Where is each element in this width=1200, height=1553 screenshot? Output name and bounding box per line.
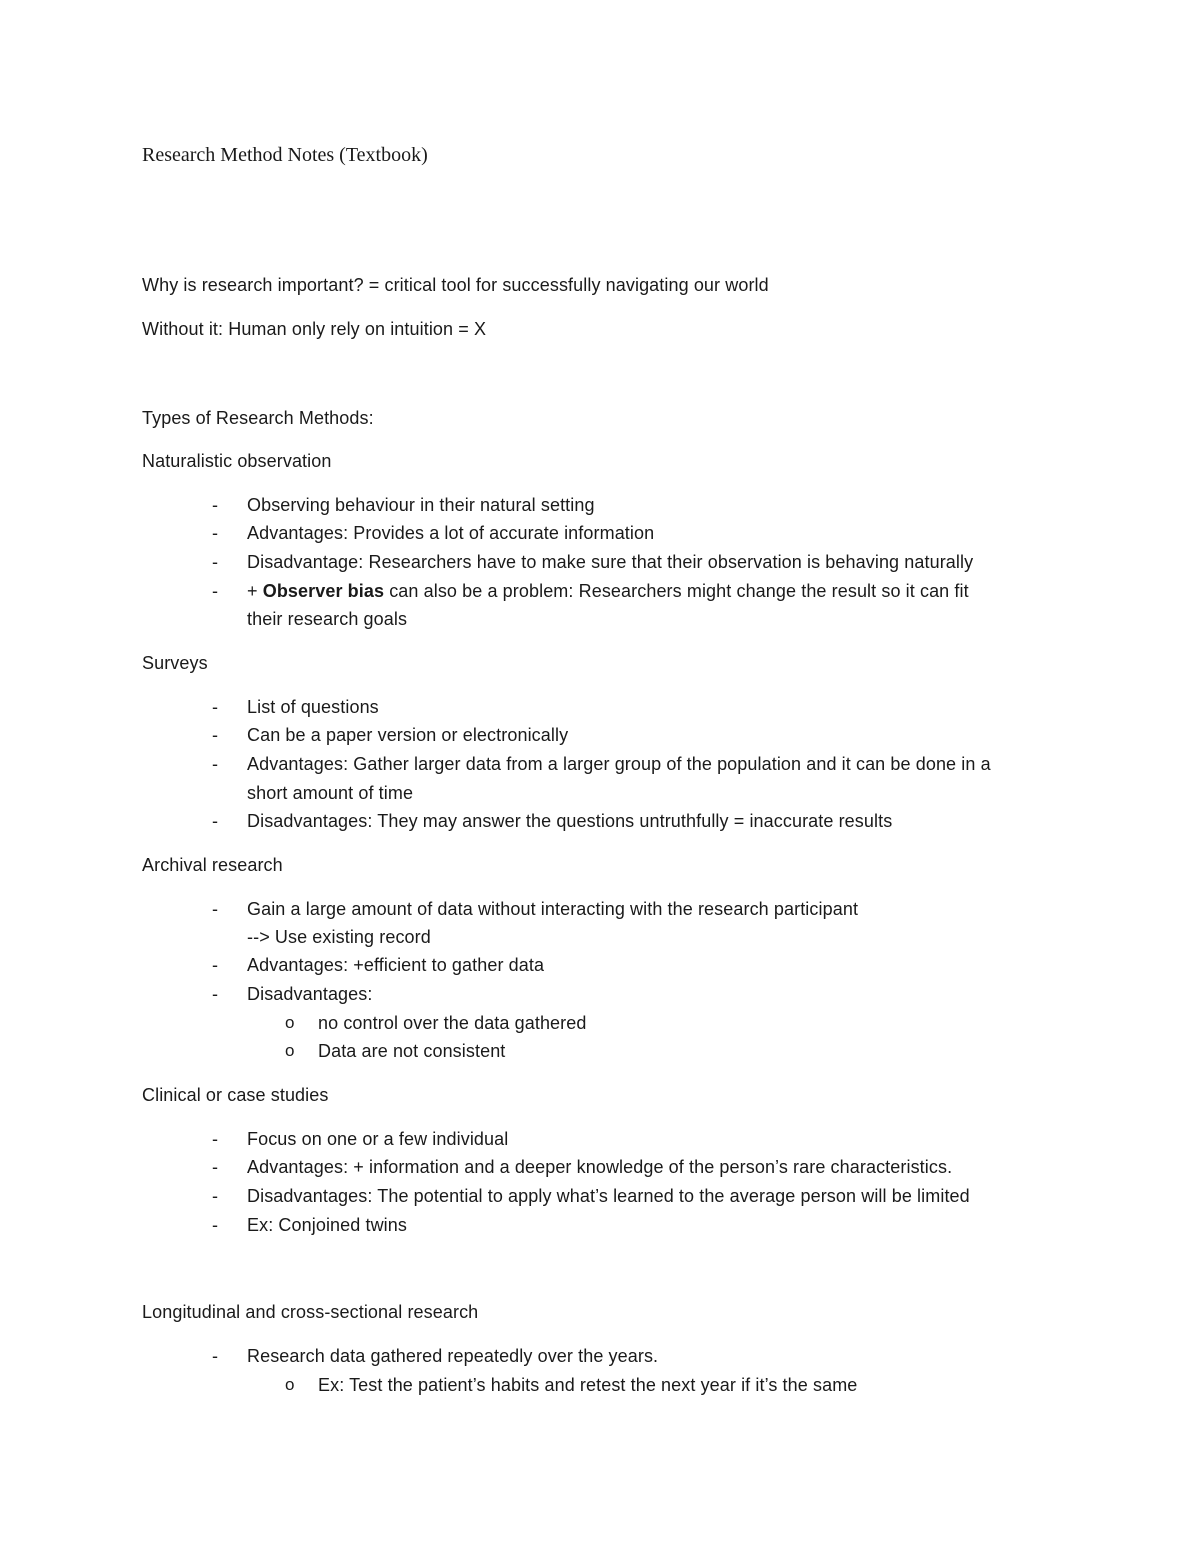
list-item: Focus on one or a few individual — [247, 1129, 509, 1149]
list-item: Advantages: Gather larger data from a larger group of the population and it can be done in a — [247, 754, 991, 774]
list-item: Research data gathered repeatedly over the years. — [247, 1346, 659, 1366]
dash-marker: - — [212, 811, 218, 831]
list-item: Can be a paper version or electronically — [247, 725, 569, 745]
list-item-observer-bias — [247, 578, 969, 604]
list-item: Disadvantages: The potential to apply what’s learned to the average person will be limited — [247, 1186, 970, 1206]
dash-marker: - — [212, 1157, 218, 1177]
dash-marker: - — [212, 523, 218, 543]
bias-rest: can also be a problem: Researchers might change the result so it can fit — [384, 581, 969, 601]
section-heading-longitudinal: Longitudinal and cross-sectional research — [142, 1302, 479, 1322]
sub-bullet-marker: o — [285, 1375, 295, 1394]
dash-marker: - — [212, 552, 218, 572]
sub-bullet-marker: o — [285, 1013, 295, 1032]
section-heading-surveys: Surveys — [142, 653, 208, 673]
list-item: Advantages: + information and a deeper knowledge of the person’s rare characteristics. — [247, 1157, 953, 1177]
dash-marker: - — [212, 581, 218, 601]
list-item-continuation: --> Use existing record — [247, 927, 431, 947]
section-heading-naturalistic: Naturalistic observation — [142, 451, 332, 471]
list-item: Advantages: Provides a lot of accurate information — [247, 523, 655, 543]
intro-why-line: Why is research important? = critical tool for successfully navigating our world — [142, 275, 769, 295]
dash-marker: - — [212, 984, 218, 1004]
types-heading: Types of Research Methods: — [142, 408, 374, 428]
section-heading-archival: Archival research — [142, 855, 283, 875]
list-item: Gain a large amount of data without interacting with the research participant — [247, 899, 859, 919]
list-item-continuation: short amount of time — [247, 783, 414, 803]
dash-marker: - — [212, 955, 218, 975]
list-item: List of questions — [247, 697, 379, 717]
dash-marker: - — [212, 1186, 218, 1206]
dash-marker: - — [212, 697, 218, 717]
sub-bullet-marker: o — [285, 1041, 295, 1060]
dash-marker: - — [212, 1129, 218, 1149]
list-item: Advantages: +efficient to gather data — [247, 955, 545, 975]
list-item: Ex: Conjoined twins — [247, 1215, 407, 1235]
list-item: Disadvantages: They may answer the questions untruthfully = inaccurate results — [247, 811, 893, 831]
section-heading-clinical: Clinical or case studies — [142, 1085, 329, 1105]
sub-list-item: no control over the data gathered — [318, 1013, 587, 1033]
intro-without-line: Without it: Human only rely on intuition = X — [142, 319, 487, 339]
list-item: Observing behaviour in their natural setting — [247, 495, 595, 515]
dash-marker: - — [212, 725, 218, 745]
dash-marker: - — [212, 1346, 218, 1366]
observer-bias-term: Observer bias — [262, 581, 385, 601]
list-item: Disadvantage: Researchers have to make sure that their observation is behaving naturally — [247, 552, 974, 572]
sub-list-item: Ex: Test the patient’s habits and retest the next year if it’s the same — [318, 1375, 858, 1395]
dash-marker: - — [212, 1215, 218, 1235]
sub-list-item: Data are not consistent — [318, 1041, 506, 1061]
bias-prefix: + — [247, 581, 263, 601]
dash-marker: - — [212, 899, 218, 919]
list-item: Disadvantages: — [247, 984, 373, 1004]
dash-marker: - — [212, 495, 218, 515]
dash-marker: - — [212, 754, 218, 774]
document-title: Research Method Notes (Textbook) — [142, 144, 428, 166]
list-item-continuation: their research goals — [247, 609, 408, 629]
